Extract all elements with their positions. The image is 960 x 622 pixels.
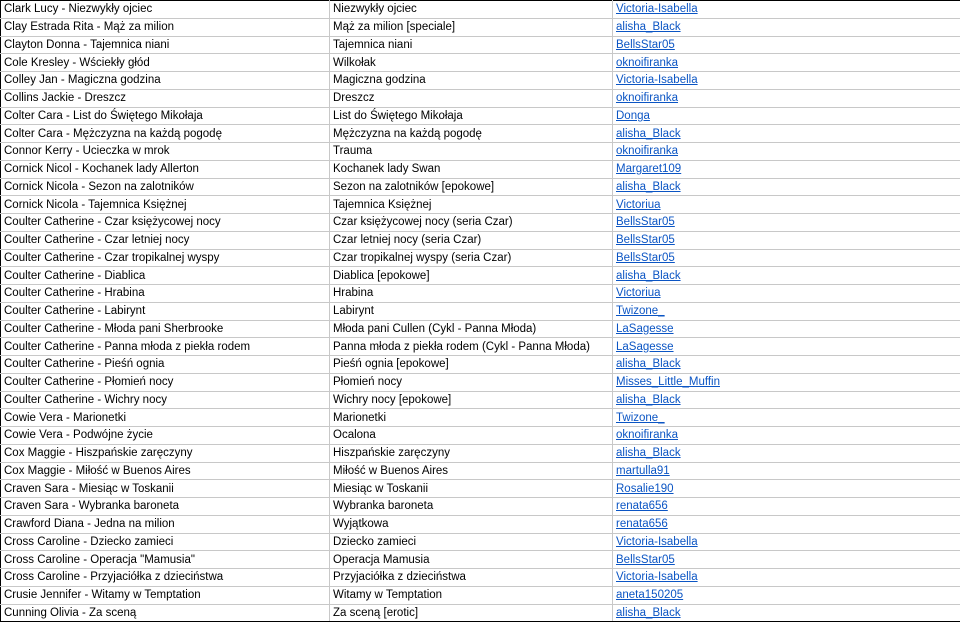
original-title-cell: Cornick Nicola - Sezon na zalotników [1, 178, 330, 196]
translation-title-cell: Płomień nocy [330, 373, 613, 391]
table-row [1, 462, 960, 480]
table-row [1, 551, 960, 569]
uploader-cell [613, 533, 960, 551]
translation-title-cell: Panna młoda z piekła rodem (Cykl - Panna Młoda) [330, 338, 613, 356]
uploader-link[interactable]: renata656 [616, 500, 668, 513]
uploader-cell [613, 302, 960, 320]
translation-title-cell: Młoda pani Cullen (Cykl - Panna Młoda) [330, 320, 613, 338]
uploader-cell [613, 409, 960, 427]
table-row [1, 143, 960, 161]
original-title-cell: Crawford Diana - Jedna na milion [1, 515, 330, 533]
table-row [1, 89, 960, 107]
original-title-cell: Colter Cara - List do Świętego Mikołaja [1, 107, 330, 125]
translation-title-cell: Mąż za milion [speciale] [330, 18, 613, 36]
translation-title-cell: Magiczna godzina [330, 72, 613, 90]
table-body [1, 1, 960, 622]
table-row [1, 231, 960, 249]
translation-title-cell: Dreszcz [330, 89, 613, 107]
uploader-link[interactable]: aneta150205 [616, 589, 684, 602]
table-row [1, 285, 960, 303]
table-row [1, 302, 960, 320]
uploader-cell [613, 391, 960, 409]
translation-title-cell: Sezon na zalotników [epokowe] [330, 178, 613, 196]
original-title-cell: Clayton Donna - Tajemnica niani [1, 36, 330, 54]
uploader-link[interactable]: Rosalie190 [616, 482, 674, 495]
table-row [1, 604, 960, 622]
uploader-link[interactable]: LaSagesse [616, 322, 674, 335]
table-row [1, 178, 960, 196]
translation-title-cell: List do Świętego Mikołaja [330, 107, 613, 125]
uploader-cell [613, 36, 960, 54]
uploader-link[interactable]: Victoriua [616, 287, 661, 300]
uploader-link[interactable]: BellsStar05 [616, 216, 675, 229]
original-title-cell: Crusie Jennifer - Witamy w Temptation [1, 586, 330, 604]
uploader-link[interactable]: LaSagesse [616, 340, 674, 353]
original-title-cell: Coulter Catherine - Młoda pani Sherbrooke [1, 320, 330, 338]
table-row [1, 338, 960, 356]
original-title-cell: Cox Maggie - Hiszpańskie zaręczyny [1, 444, 330, 462]
uploader-cell [613, 586, 960, 604]
translation-title-cell: Wilkołak [330, 54, 613, 72]
uploader-link[interactable]: Victoriua [616, 198, 661, 211]
uploader-cell [613, 356, 960, 374]
uploader-link[interactable]: BellsStar05 [616, 38, 675, 51]
table-row [1, 72, 960, 90]
original-title-cell: Coulter Catherine - Diablica [1, 267, 330, 285]
uploader-cell [613, 551, 960, 569]
uploader-link[interactable]: oknoifiranka [616, 429, 679, 442]
uploader-cell [613, 178, 960, 196]
table-row [1, 36, 960, 54]
translation-title-cell: Czar księżycowej nocy (seria Czar) [330, 214, 613, 232]
original-title-cell: Cowie Vera - Podwójne życie [1, 427, 330, 445]
translation-title-cell: Czar tropikalnej wyspy (seria Czar) [330, 249, 613, 267]
table-row [1, 427, 960, 445]
uploader-link[interactable]: Misses_Little_Muffin [616, 376, 720, 389]
translation-title-cell: Wyjątkowa [330, 515, 613, 533]
original-title-cell: Coulter Catherine - Czar księżycowej nocy [1, 214, 330, 232]
uploader-cell [613, 125, 960, 143]
translation-title-cell: Wichry nocy [epokowe] [330, 391, 613, 409]
table-row [1, 444, 960, 462]
uploader-link[interactable]: Twizone_ [616, 411, 665, 424]
uploader-link[interactable]: alisha_Black [616, 180, 681, 193]
translation-title-cell: Pieśń ognia [epokowe] [330, 356, 613, 374]
table-row [1, 214, 960, 232]
translation-title-cell: Operacja Mamusia [330, 551, 613, 569]
original-title-cell: Coulter Catherine - Pieśń ognia [1, 356, 330, 374]
table-row [1, 54, 960, 72]
table-row [1, 320, 960, 338]
original-title-cell: Cunning Olivia - Za sceną [1, 604, 330, 622]
translation-title-cell: Miłość w Buenos Aires [330, 462, 613, 480]
uploader-cell [613, 285, 960, 303]
original-title-cell: Craven Sara - Wybranka baroneta [1, 498, 330, 516]
translation-title-cell: Witamy w Temptation [330, 586, 613, 604]
uploader-cell [613, 338, 960, 356]
uploader-link[interactable]: Twizone_ [616, 305, 665, 318]
original-title-cell: Cole Kresley - Wściekły głód [1, 54, 330, 72]
uploader-cell [613, 320, 960, 338]
translation-title-cell: Marionetki [330, 409, 613, 427]
table-row [1, 267, 960, 285]
uploader-link[interactable]: alisha_Black [616, 269, 681, 282]
table-row [1, 409, 960, 427]
translation-title-cell: Trauma [330, 143, 613, 161]
table-row [1, 18, 960, 36]
uploader-link[interactable]: martulla91 [616, 464, 670, 477]
table-row [1, 480, 960, 498]
uploader-cell [613, 214, 960, 232]
uploader-cell [613, 160, 960, 178]
uploader-cell [613, 498, 960, 516]
uploader-link[interactable]: alisha_Black [616, 393, 681, 406]
uploader-cell [613, 604, 960, 622]
translation-title-cell: Tajemnica Księżnej [330, 196, 613, 214]
uploader-cell [613, 196, 960, 214]
original-title-cell: Clay Estrada Rita - Mąż za milion [1, 18, 330, 36]
uploader-cell [613, 231, 960, 249]
table-row [1, 373, 960, 391]
uploader-cell [613, 18, 960, 36]
table-row [1, 196, 960, 214]
translation-title-cell: Mężczyzna na każdą pogodę [330, 125, 613, 143]
translation-title-cell: Za sceną [erotic] [330, 604, 613, 622]
original-title-cell: Cross Caroline - Dziecko zamieci [1, 533, 330, 551]
original-title-cell: Collins Jackie - Dreszcz [1, 89, 330, 107]
original-title-cell: Cornick Nicol - Kochanek lady Allerton [1, 160, 330, 178]
translation-title-cell: Tajemnica niani [330, 36, 613, 54]
table-row [1, 249, 960, 267]
translation-title-cell: Czar letniej nocy (seria Czar) [330, 231, 613, 249]
table-row [1, 356, 960, 374]
uploader-link[interactable]: BellsStar05 [616, 251, 675, 264]
uploader-cell [613, 143, 960, 161]
translation-title-cell: Ocalona [330, 427, 613, 445]
table-row [1, 1, 960, 19]
original-title-cell: Cornick Nicola - Tajemnica Księżnej [1, 196, 330, 214]
table-row [1, 391, 960, 409]
uploader-link[interactable]: Victoria-Isabella [616, 74, 698, 87]
uploader-link[interactable]: alisha_Black [616, 127, 681, 140]
uploader-cell [613, 89, 960, 107]
original-title-cell: Cowie Vera - Marionetki [1, 409, 330, 427]
uploader-cell [613, 54, 960, 72]
translation-title-cell: Labirynt [330, 302, 613, 320]
uploader-cell [613, 462, 960, 480]
uploader-cell [613, 249, 960, 267]
translation-title-cell: Wybranka baroneta [330, 498, 613, 516]
uploader-link[interactable]: Victoria-Isabella [616, 3, 698, 16]
uploader-cell [613, 72, 960, 90]
original-title-cell: Coulter Catherine - Wichry nocy [1, 391, 330, 409]
original-title-cell: Connor Kerry - Ucieczka w mrok [1, 143, 330, 161]
uploader-link[interactable]: alisha_Black [616, 606, 681, 619]
uploader-link[interactable]: renata656 [616, 518, 668, 531]
original-title-cell: Coulter Catherine - Labirynt [1, 302, 330, 320]
translation-title-cell: Kochanek lady Swan [330, 160, 613, 178]
uploader-cell [613, 427, 960, 445]
uploader-link[interactable]: Victoria-Isabella [616, 535, 698, 548]
uploader-cell [613, 1, 960, 19]
uploader-link[interactable]: BellsStar05 [616, 234, 675, 247]
table-row [1, 569, 960, 587]
original-title-cell: Clark Lucy - Niezwykły ojciec [1, 1, 330, 19]
table-row [1, 586, 960, 604]
translation-title-cell: Hrabina [330, 285, 613, 303]
table-row [1, 533, 960, 551]
uploader-cell [613, 515, 960, 533]
translation-title-cell: Dziecko zamieci [330, 533, 613, 551]
original-title-cell: Craven Sara - Miesiąc w Toskanii [1, 480, 330, 498]
uploader-cell [613, 480, 960, 498]
table-row [1, 160, 960, 178]
uploader-link[interactable]: Victoria-Isabella [616, 571, 698, 584]
uploader-link[interactable]: Donga [616, 109, 650, 122]
translation-title-cell: Niezwykły ojciec [330, 1, 613, 19]
original-title-cell: Coulter Catherine - Hrabina [1, 285, 330, 303]
uploader-link[interactable]: alisha_Black [616, 21, 681, 34]
original-title-cell: Coulter Catherine - Czar letniej nocy [1, 231, 330, 249]
original-title-cell: Coulter Catherine - Panna młoda z piekła rodem [1, 338, 330, 356]
table-row [1, 125, 960, 143]
table-row [1, 515, 960, 533]
uploader-link[interactable]: alisha_Black [616, 358, 681, 371]
uploader-link[interactable]: oknoifiranka [616, 92, 679, 105]
uploader-cell [613, 373, 960, 391]
translation-title-cell: Miesiąc w Toskanii [330, 480, 613, 498]
translation-title-cell: Hiszpańskie zaręczyny [330, 444, 613, 462]
original-title-cell: Colter Cara - Mężczyzna na każdą pogodę [1, 125, 330, 143]
original-title-cell: Cross Caroline - Operacja "Mamusia" [1, 551, 330, 569]
uploader-link[interactable]: BellsStar05 [616, 553, 675, 566]
uploader-link[interactable]: oknoifiranka [616, 145, 679, 158]
translation-title-cell: Diablica [epokowe] [330, 267, 613, 285]
table-row [1, 498, 960, 516]
uploader-cell [613, 444, 960, 462]
uploader-link[interactable]: alisha_Black [616, 447, 681, 460]
uploader-cell [613, 267, 960, 285]
original-title-cell: Cox Maggie - Miłość w Buenos Aires [1, 462, 330, 480]
original-title-cell: Coulter Catherine - Czar tropikalnej wyspy [1, 249, 330, 267]
uploader-link[interactable]: oknoifiranka [616, 56, 679, 69]
table-row [1, 107, 960, 125]
original-title-cell: Coulter Catherine - Płomień nocy [1, 373, 330, 391]
translation-title-cell: Przyjaciółka z dzieciństwa [330, 569, 613, 587]
uploader-link[interactable]: Margaret109 [616, 163, 682, 176]
original-title-cell: Colley Jan - Magiczna godzina [1, 72, 330, 90]
original-title-cell: Cross Caroline - Przyjaciółka z dzieciństwa [1, 569, 330, 587]
uploader-cell [613, 569, 960, 587]
uploader-cell [613, 107, 960, 125]
